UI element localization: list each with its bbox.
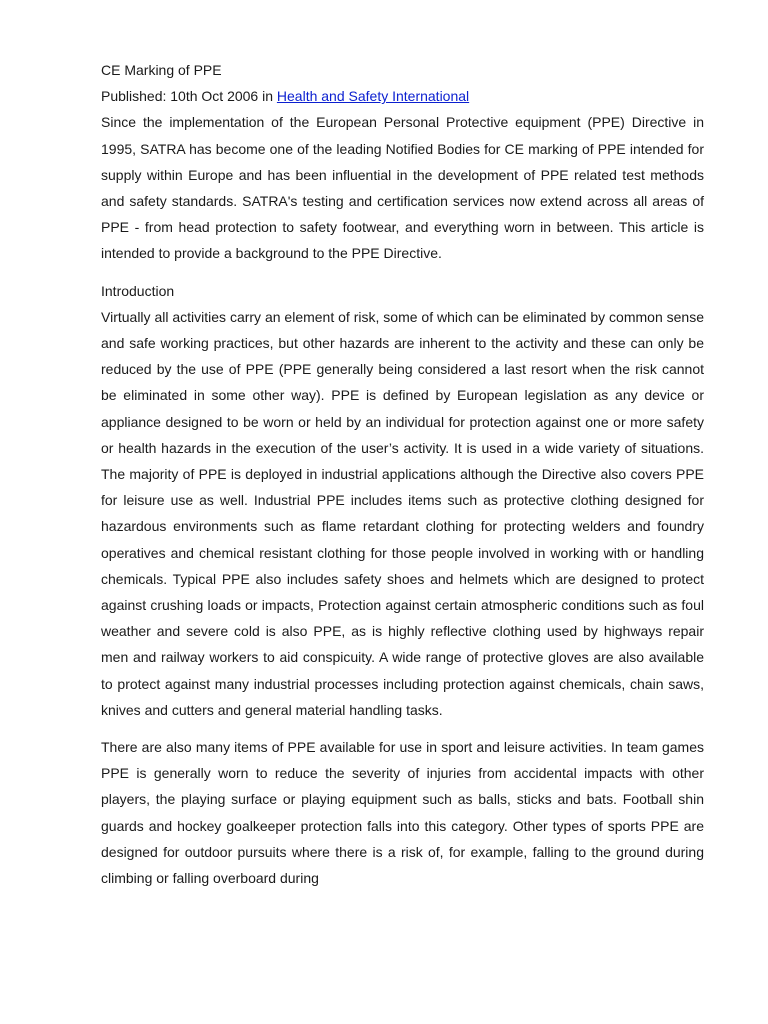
published-line xyxy=(101,83,704,109)
published-date: Published: 10th Oct 2006 in xyxy=(101,88,277,105)
article-title: CE Marking of PPE xyxy=(101,62,222,78)
sport-paragraph: There are also many items of PPE available for use in sport and leisure activities. In team games PPE is generally worn to reduce the severity of injuries from accidental impacts with other players, the playing surface or playing equipment such as balls, sticks and bats. Football shin guards and hockey goalkeeper protection falls into this category. Other types of sports PPE are designed for outdoor pursuits where there is a risk of, for example, falling to the ground during climbing or falling overboard during xyxy=(101,739,704,887)
publication-link[interactable]: Health and Safety International xyxy=(276,88,470,105)
article-body xyxy=(101,57,704,891)
intro-paragraph: Since the implementation of the European Personal Protective equipment (PPE) Directive in 1995, SATRA has become one of the leading Notified Bodies for CE marking of PPE intended for supply within Europe and has been influential in the development of PPE related test methods and safety standards. SATRA's testing and certification services now extend across all areas of PPE - from head protection to safety footwear, and everything worn in between. This article is intended to provide a background to the PPE Directive. xyxy=(101,114,704,262)
introduction-paragraph: Virtually all activities carry an element of risk, some of which can be eliminated by common sense and safe working practices, but other hazards are inherent to the activity and these can only be reduced by the use of PPE (PPE generally being considered a last resort when the risk cannot be eliminated in some other way). PPE is defined by European legislation as any device or appliance designed to be worn or held by an individual for protection against one or more safety or health hazards in the execution of the user’s activity. It is used in a wide variety of situations. The majority of PPE is deployed in industrial applications although the Directive also covers PPE for leisure use as well. Industrial PPE includes items such as protective clothing designed for hazardous environments such as flame retardant clothing for protecting welders and foundry operatives and chemical resistant clothing for those people involved in working with or handling chemicals. Typical PPE also includes safety shoes and helmets which are designed to protect against crushing loads or impacts, Protection against certain atmospheric conditions such as foul weather and severe cold is also PPE, as is highly reflective clothing used by highways repair men and railway workers to aid conspicuity. A wide range of protective gloves are also available to protect against many industrial processes including protection against chemicals, chain saws, knives and cutters and general material handling tasks. xyxy=(101,308,704,718)
section-heading-introduction: Introduction xyxy=(101,282,175,299)
